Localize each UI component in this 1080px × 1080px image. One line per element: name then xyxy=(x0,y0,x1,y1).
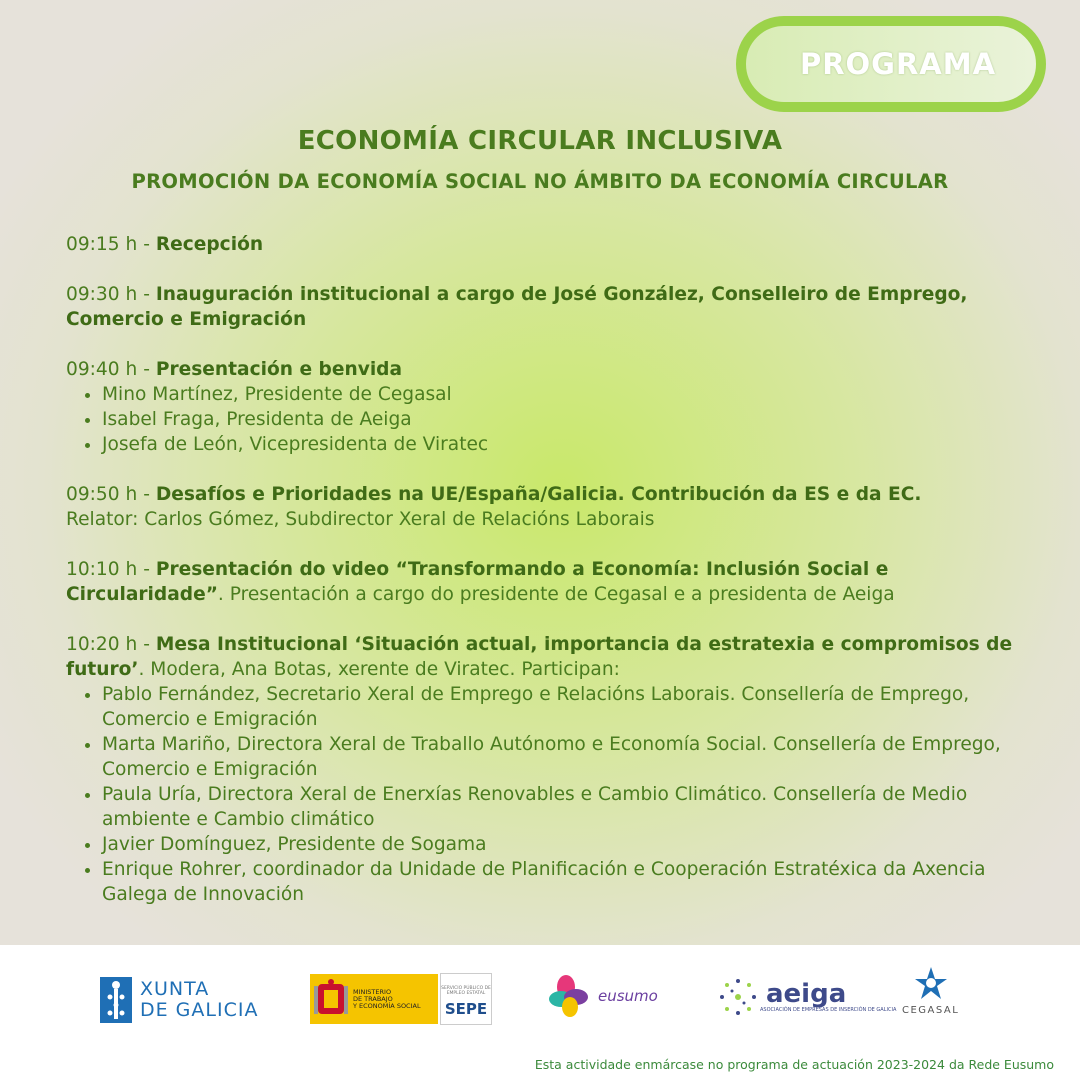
entry-title: Inauguración institucional a cargo de José González, Conselleiro de Emprego, Comercio e Emigración xyxy=(66,284,968,330)
entry-title: Presentación e benvida xyxy=(155,359,403,380)
entry-title: Presentación do video “Transformando a Economía: Inclusión Social e Circularidade” xyxy=(66,559,889,605)
eusumo-label: eusumo xyxy=(598,987,658,1005)
entry-detail: . Presentación a cargo do presidente de Cegasal e a presidenta de Aeiga xyxy=(217,584,895,605)
eusumo-logo xyxy=(548,973,658,1019)
aeiga-label: aeiga xyxy=(766,979,847,1009)
schedule-entry xyxy=(66,482,1026,532)
schedule-entry xyxy=(66,232,1026,257)
aeiga-caption: ASOCIACIÓN DE EMPRESAS DE INSERCIÓN DE GALICIA xyxy=(760,1007,897,1013)
participant-list xyxy=(66,682,1026,907)
list-item: • Marta Mariño, Directora Xeral de Traballo Autónomo e Economía Social. Consellería de Emprego, Comercio e Emigración xyxy=(102,732,1026,782)
program-schedule xyxy=(66,232,1026,932)
xunta-line-1: XUNTA xyxy=(140,978,210,1000)
xunta-logo xyxy=(100,977,258,1023)
list-item: • Javier Domínguez, Presidente de Sogama xyxy=(102,832,1026,857)
list-item: • Isabel Fraga, Presidenta de Aeiga xyxy=(102,407,1026,432)
aeiga-dots-icon xyxy=(716,975,760,1019)
schedule-entry xyxy=(66,282,1026,332)
cegasal-label: CEGASAL xyxy=(902,1005,960,1016)
ministerio-line-3: Y ECONOMÍA SOCIAL xyxy=(353,1001,421,1010)
entry-title: Mesa Institucional ‘Situación actual, importancia da estratexia e compromisos de futuro’ xyxy=(66,634,1013,680)
cegasal-logo xyxy=(902,965,959,1016)
sepe-caption: SERVICIO PÚBLICO DE EMPLEO ESTATAL xyxy=(441,986,491,996)
page-title: ECONOMÍA CIRCULAR INCLUSIVA xyxy=(297,126,783,156)
entry-time: 10:20 h - xyxy=(66,634,156,655)
programa-badge xyxy=(736,16,1046,112)
cegasal-star-icon xyxy=(913,965,949,1001)
ministerio-line-2: DE TRABAJO xyxy=(353,994,393,1003)
schedule-entry xyxy=(66,632,1026,907)
entry-time: 10:10 h - xyxy=(66,559,156,580)
entry-note: Relator: Carlos Gómez, Subdirector Xeral de Relacións Laborais xyxy=(66,509,655,530)
entry-detail: . Modera, Ana Botas, xerente de Viratec. Participan: xyxy=(138,659,620,680)
ministerio-logo xyxy=(310,973,492,1025)
xunta-line-2: DE GALICIA xyxy=(140,999,259,1021)
list-item: • Mino Martínez, Presidente de Cegasal xyxy=(102,382,1026,407)
spain-crest-icon xyxy=(314,978,348,1020)
footer-credit: Esta actividade enmárcase no programa de actuación 2023-2024 da Rede Eusumo xyxy=(534,1057,1054,1072)
list-item: • Enrique Rohrer, coordinador da Unidade de Planificación e Cooperación Estratéxica da Axencia Galega de Innovación xyxy=(102,857,1026,907)
entry-time: 09:15 h - xyxy=(66,234,156,255)
page-subtitle: PROMOCIÓN DA ECONOMÍA SOCIAL NO ÁMBITO DA ECONOMÍA CIRCULAR xyxy=(131,170,949,193)
sepe-label: SEPE xyxy=(444,1000,488,1018)
entry-title: Recepción xyxy=(155,234,264,255)
xunta-crest-icon xyxy=(100,977,132,1023)
list-item: • Pablo Fernández, Secretario Xeral de Emprego e Relacións Laborais. Consellería de Emprego, Comercio e Emigración xyxy=(102,682,1026,732)
schedule-entry xyxy=(66,557,1026,607)
ministerio-line-1: MINISTERIO xyxy=(353,987,392,996)
entry-time: 09:30 h - xyxy=(66,284,156,305)
badge-label: PROGRAMA xyxy=(799,47,997,81)
list-item: • Paula Uría, Directora Xeral de Enerxías Renovables e Cambio Climático. Consellería de Medio ambiente e Cambio climático xyxy=(102,782,1026,832)
eusumo-mark-icon xyxy=(548,973,594,1019)
schedule-entry xyxy=(66,357,1026,457)
footer-logos xyxy=(0,945,1080,1080)
entry-title: Desafíos e Prioridades na UE/España/Galicia. Contribución da ES e da EC. xyxy=(155,484,922,505)
aeiga-logo xyxy=(716,975,896,1019)
list-item: • Josefa de León, Vicepresidenta de Viratec xyxy=(102,432,1026,457)
speaker-list xyxy=(66,382,1026,457)
entry-time: 09:40 h - xyxy=(66,359,156,380)
entry-time: 09:50 h - xyxy=(66,484,156,505)
